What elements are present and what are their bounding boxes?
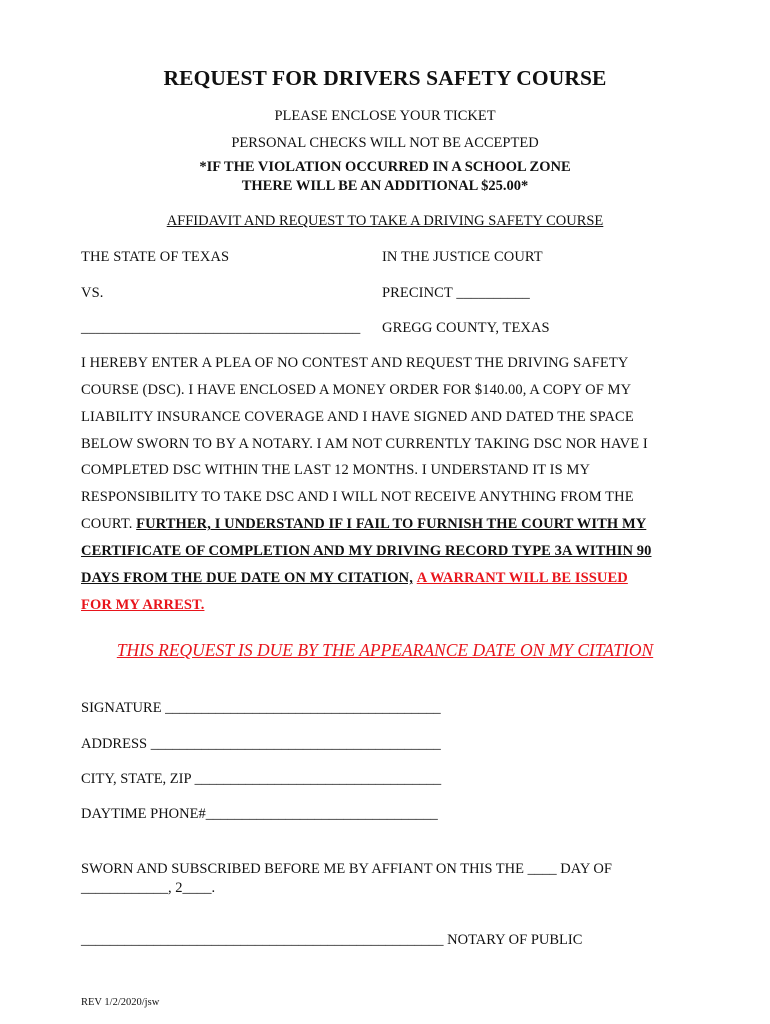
plea-due-date-clause: DAYS FROM THE DUE DATE ON MY CITATION, (81, 570, 413, 586)
plea-certificate-clause: CERTIFICATE OF COMPLETION AND MY DRIVING RECORD TYPE 3A WITHIN 90 (81, 543, 652, 559)
caption-precinct: PRECINCT __________ (382, 285, 530, 301)
signature-field[interactable]: SIGNATURE ______________________________________ (81, 700, 441, 716)
plea-line: COMPLETED DSC WITHIN THE LAST 12 MONTHS. I UNDERSTAND IT IS MY (81, 462, 591, 478)
caption-state: THE STATE OF TEXAS (81, 249, 230, 265)
address-field[interactable]: ADDRESS ________________________________________ (81, 736, 441, 752)
plea-line (81, 516, 646, 533)
plea-failure-clause: FURTHER, I UNDERSTAND IF I FAIL TO FURNISH THE COURT WITH MY (136, 516, 647, 532)
enclose-ticket-notice: PLEASE ENCLOSE YOUR TICKET (274, 108, 496, 124)
school-zone-notice-line1: *IF THE VIOLATION OCCURRED IN A SCHOOL ZONE (199, 159, 571, 175)
warrant-warning: A WARRANT WILL BE ISSUED (416, 570, 628, 586)
sworn-date-field[interactable]: ____________, 2____. (81, 880, 216, 896)
arrest-warning: FOR MY ARREST. (81, 597, 205, 613)
plea-line: LIABILITY INSURANCE COVERAGE AND I HAVE SIGNED AND DATED THE SPACE (81, 409, 634, 425)
school-zone-notice-line2: THERE WILL BE AN ADDITIONAL $25.00* (241, 178, 529, 194)
city-state-zip-field[interactable]: CITY, STATE, ZIP __________________________________ (81, 771, 442, 787)
plea-line: COURSE (DSC). I HAVE ENCLOSED A MONEY ORDER FOR $140.00, A COPY OF MY (81, 382, 632, 398)
caption-defendant-blank: ______________________________________ (81, 320, 361, 336)
caption-court: IN THE JUSTICE COURT (382, 249, 543, 265)
plea-line: I HEREBY ENTER A PLEA OF NO CONTEST AND REQUEST THE DRIVING SAFETY (81, 355, 629, 371)
sworn-statement-line1: SWORN AND SUBSCRIBED BEFORE ME BY AFFIANT ON THIS THE ____ DAY OF (81, 861, 612, 877)
revision-note: REV 1/2/2020/jsw (81, 997, 160, 1008)
plea-line: BELOW SWORN TO BY A NOTARY. I AM NOT CURRENTLY TAKING DSC NOR HAVE I (81, 436, 648, 452)
daytime-phone-field[interactable]: DAYTIME PHONE#________________________________ (81, 806, 438, 822)
caption-vs: VS. (81, 285, 104, 301)
notary-signature-field[interactable]: __________________________________________________ NOTARY OF PUBLIC (81, 932, 583, 948)
form-title: REQUEST FOR DRIVERS SAFETY COURSE (163, 66, 607, 90)
caption-county: GREGG COUNTY, TEXAS (382, 320, 550, 336)
due-date-notice: THIS REQUEST IS DUE BY THE APPEARANCE DATE ON MY CITATION (116, 640, 654, 660)
affidavit-heading: AFFIDAVIT AND REQUEST TO TAKE A DRIVING SAFETY COURSE (166, 213, 604, 229)
plea-court-text: COURT. (81, 516, 137, 532)
checks-notice: PERSONAL CHECKS WILL NOT BE ACCEPTED (231, 135, 539, 151)
plea-line (81, 570, 628, 587)
plea-line: RESPONSIBILITY TO TAKE DSC AND I WILL NOT RECEIVE ANYTHING FROM THE (81, 489, 634, 505)
